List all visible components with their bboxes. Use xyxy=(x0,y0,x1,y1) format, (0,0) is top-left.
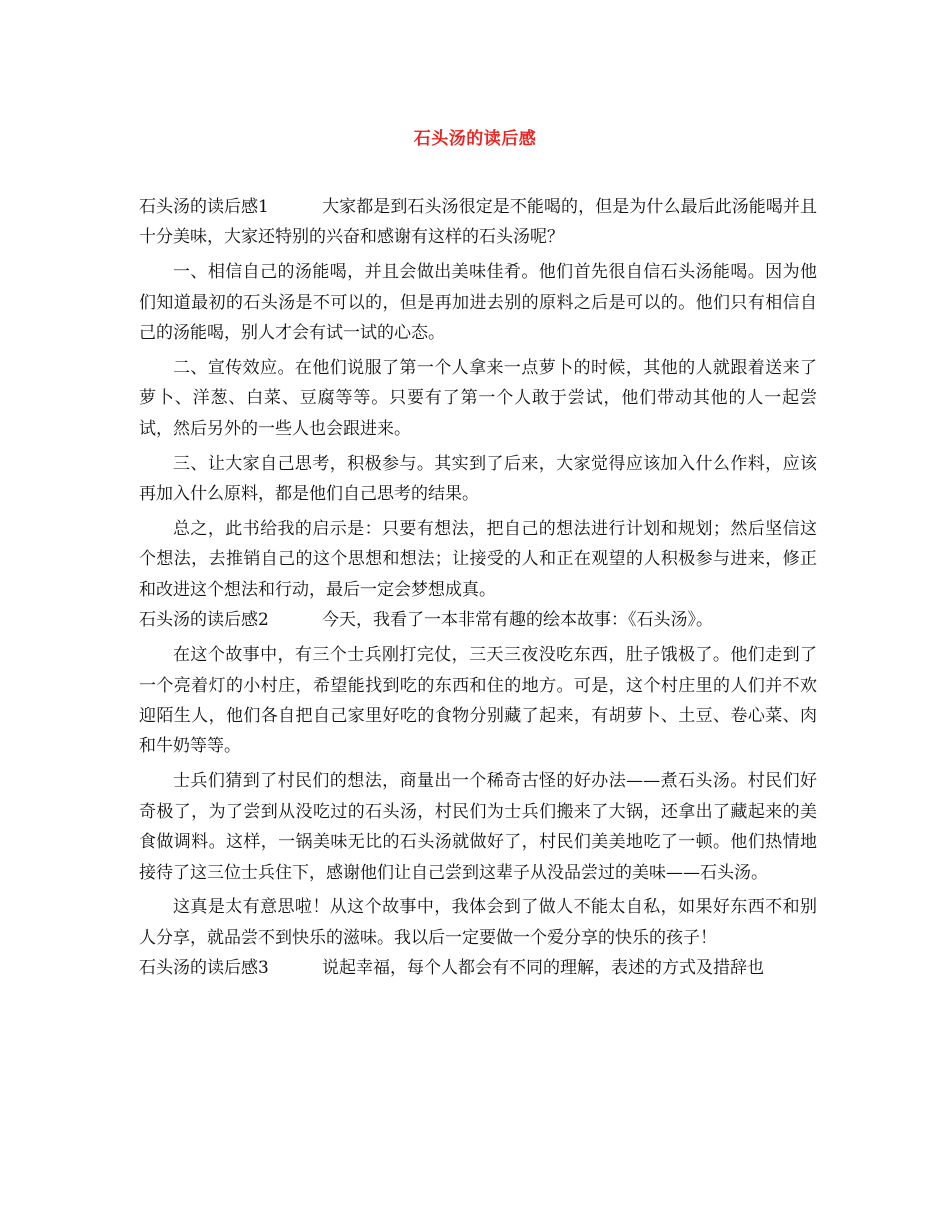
section-heading: 石头汤的读后感2 xyxy=(139,610,269,631)
paragraph-text: 今天，我看了一本非常有趣的绘本故事：《石头汤》。 xyxy=(322,610,713,631)
section-heading: 石头汤的读后感1 xyxy=(139,197,269,217)
paragraph: 这真是太有意思啦！从这个故事中，我体会到了做人不能太自私，如果好东西不和别人分享，就品尝不到快乐的滋味。我以后一定要做一个爱分享的快乐的孩子！ xyxy=(139,897,817,948)
paragraph: 一、相信自己的汤能喝，并且会做出美味佳肴。他们首先很自信石头汤能喝。因为他们知道最初的石头汤是不可以的，但是再加进去别的原料之后是可以的。他们只有相信自己的汤能喝，别人才会有试一试的心态。 xyxy=(139,262,817,344)
paragraph: 总之，此书给我的启示是：只要有想法，把自己的想法进行计划和规划；然后坚信这个想法，去推销自己的这个思想和想法；让接受的人和正在观望的人积极参与进来，修正和改进这个想法和行动，最后一定会梦想成真。 xyxy=(139,519,817,600)
document-title: 石头汤的读后感 xyxy=(413,129,537,149)
section-3-intro xyxy=(139,953,817,983)
paragraph: 在这个故事中，有三个士兵刚打完仗，三天三夜没吃东西，肚子饿极了。他们走到了一个亮着灯的小村庄，希望能找到吃的东西和住的地方。可是，这个村庄里的人们并不欢迎陌生人，他们各自把自己家里好吃的食物分别藏了起来，有胡萝卜、土豆、卷心菜、肉和牛奶等等。 xyxy=(139,645,817,757)
document-body xyxy=(139,192,817,984)
paragraph-text: 大家都是到石头汤很定是不能喝的，但是为什么最后此汤能喝并且十分美味，大家还特别的兴奋和感谢有这样的石头汤呢？ xyxy=(139,197,817,248)
section-1-intro xyxy=(139,192,817,253)
section-2-intro xyxy=(139,605,817,635)
paragraph: 三、让大家自己思考，积极参与。其实到了后来，大家觉得应该加入什么作料，应该再加入什么原料，都是他们自己思考的结果。 xyxy=(139,453,817,505)
paragraph-text: 说起幸福，每个人都会有不同的理解，表述的方式及措辞也 xyxy=(322,958,764,979)
section-heading: 石头汤的读后感3 xyxy=(139,958,269,979)
paragraph: 士兵们猜到了村民们的想法，商量出一个稀奇古怪的好办法——煮石头汤。村民们好奇极了，为了尝到从没吃过的石头汤，村民们为士兵们搬来了大锅，还拿出了藏起来的美食做调料。这样，一锅美味无比的石头汤就做好了，村民们美美地吃了一顿。他们热情地接待了这三位士兵住下，感谢他们让自己尝到这辈子从没品尝过的美味——石头汤。 xyxy=(139,771,817,883)
paragraph: 二、宣传效应。在他们说服了第一个人拿来一点萝卜的时候，其他的人就跟着送来了萝卜、洋葱、白菜、豆腐等等。只要有了第一个人敢于尝试，他们带动其他的人一起尝试，然后另外的一些人也会跟进来。 xyxy=(139,358,817,439)
